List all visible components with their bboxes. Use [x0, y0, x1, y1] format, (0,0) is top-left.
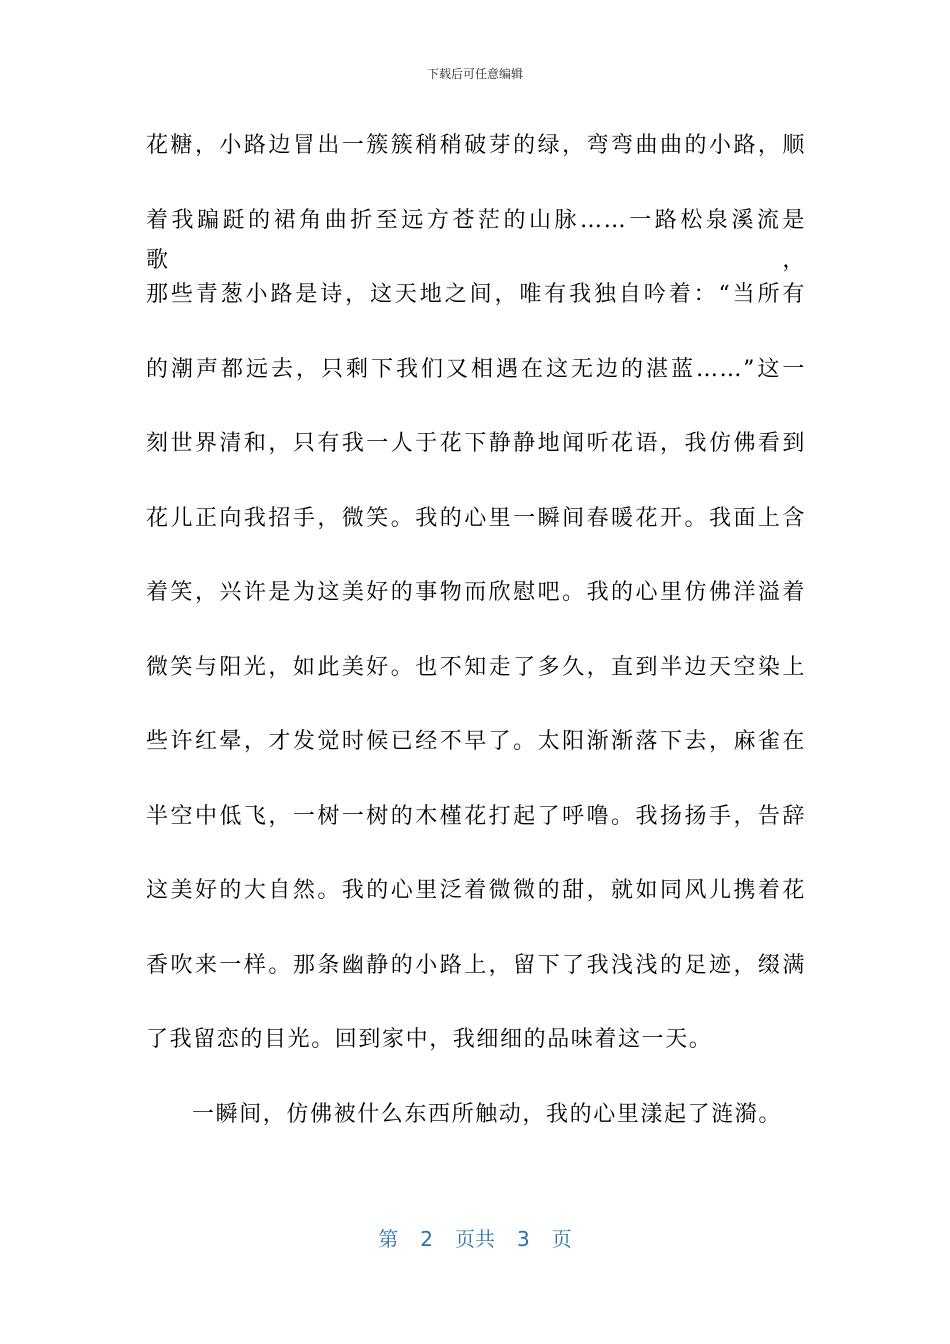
- body-line-1: 花糖，小路边冒出一簇簇稍稍破芽的绿，弯弯曲曲的小路，顺: [146, 133, 806, 158]
- footer-page-number: 2: [420, 1227, 433, 1251]
- footer-suffix: 页: [551, 1227, 572, 1251]
- footer-middle: 页共: [455, 1227, 495, 1251]
- body-line-6: 花儿正向我招手，微笑。我的心里一瞬间春暖花开。我面上含: [146, 505, 806, 531]
- body-line-2: 着我蹁跹的裙角曲折至远方苍茫的山脉……一路松泉溪流是歌，: [146, 207, 806, 273]
- document-body: [146, 126, 806, 1169]
- body-line-9: 些许红晕，才发觉时候已经不早了。太阳渐渐落下去，麻雀在: [146, 729, 806, 754]
- paragraph-last: 一瞬间，仿佛被什么东西所触动，我的心里漾起了涟漪。: [192, 1101, 783, 1127]
- body-line-3: 那些青葱小路是诗，这天地之间，唯有我独自吟着：“当所有: [146, 282, 806, 307]
- body-line-5: 刻世界清和，只有我一人于花下静静地闻听花语，我仿佛看到: [146, 431, 806, 456]
- body-line-4: 的潮声都远去，只剩下我们又相遇在这无边的湛蓝……”这一: [146, 356, 806, 382]
- page-footer: [0, 1226, 950, 1252]
- page-header: 下载后可任意编辑: [426, 67, 523, 81]
- footer-prefix: 第: [378, 1227, 399, 1251]
- body-line-12: 香吹来一样。那条幽静的小路上，留下了我浅浅的足迹，缀满: [146, 952, 806, 978]
- body-line-10: 半空中低飞，一树一树的木槿花打起了呼噜。我扬扬手，告辞: [146, 803, 806, 829]
- body-line-13: 了我留恋的目光。回到家中，我细细的品味着这一天。: [146, 1027, 713, 1052]
- body-line-8: 微笑与阳光，如此美好。也不知走了多久，直到半边天空染上: [146, 654, 806, 680]
- body-line-7: 着笑，兴许是为这美好的事物而欣慰吧。我的心里仿佛洋溢着: [146, 580, 806, 605]
- footer-total-pages: 3: [517, 1227, 530, 1251]
- body-line-11: 这美好的大自然。我的心里泛着微微的甜，就如同风儿携着花: [146, 878, 806, 903]
